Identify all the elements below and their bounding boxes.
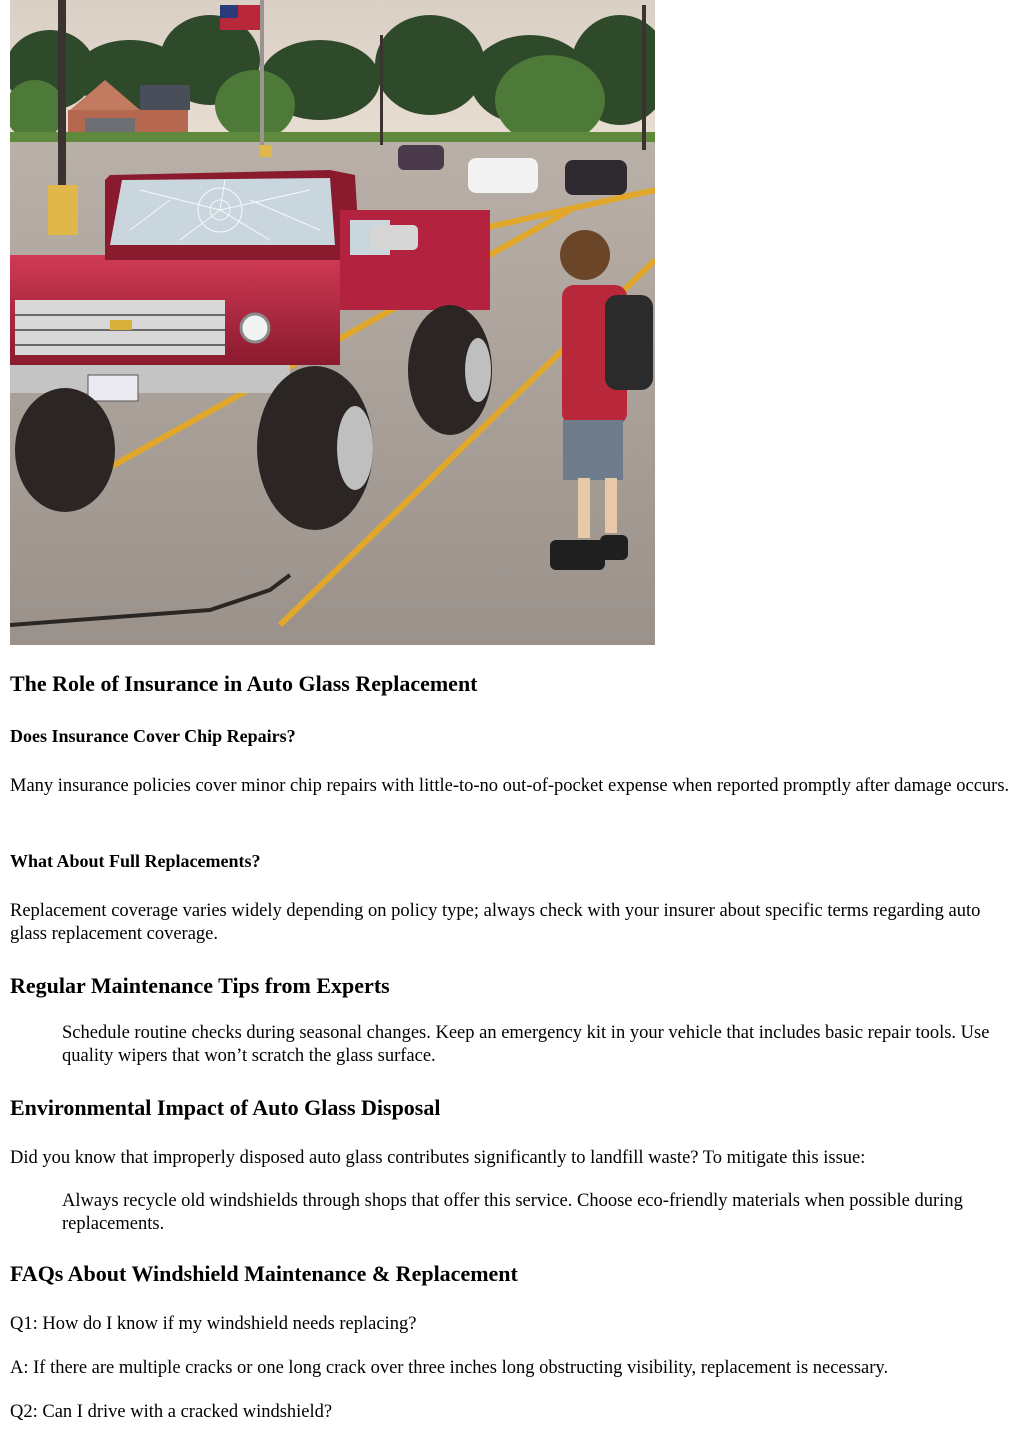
environment-tips: Always recycle old windshields through shops that offer this service. Choose eco-friendly materials when possible during replacements. — [62, 1191, 963, 1234]
full-replacement-text: Replacement coverage varies widely depending on policy type; always check with your insurer about specific terms regarding auto glass replacement coverage. — [10, 901, 981, 944]
chip-repair-text: Many insurance policies cover minor chip repairs with little-to-no out-of-pocket expense when reported promptly after damage occurs. — [10, 776, 1010, 796]
maintenance-section-heading: Regular Maintenance Tips from Experts — [10, 973, 390, 998]
full-replacement-heading: What About Full Replacements? — [10, 851, 261, 871]
chip-repair-heading: Does Insurance Cover Chip Repairs? — [10, 726, 296, 746]
hero-image — [10, 0, 655, 645]
environment-section-heading: Environmental Impact of Auto Glass Disposal — [10, 1095, 441, 1120]
environment-intro: Did you know that improperly disposed auto glass contributes significantly to landfill waste? To mitigate this issue: — [10, 1148, 866, 1168]
faq-question-2: Q2: Can I drive with a cracked windshield? — [10, 1402, 333, 1422]
insurance-section-heading: The Role of Insurance in Auto Glass Replacement — [10, 671, 478, 696]
faq-answer-1: A: If there are multiple cracks or one long crack over three inches long obstructing visibility, replacement is necessary. — [10, 1358, 889, 1378]
maintenance-tips: Schedule routine checks during seasonal changes. Keep an emergency kit in your vehicle that includes basic repair tools. Use quality wipers that won’t scratch the glass surface. — [62, 1023, 990, 1066]
faq-question-1: Q1: How do I know if my windshield needs replacing? — [10, 1314, 417, 1334]
faq-section-heading: FAQs About Windshield Maintenance & Replacement — [10, 1261, 518, 1286]
article-page — [10, 0, 1014, 1422]
